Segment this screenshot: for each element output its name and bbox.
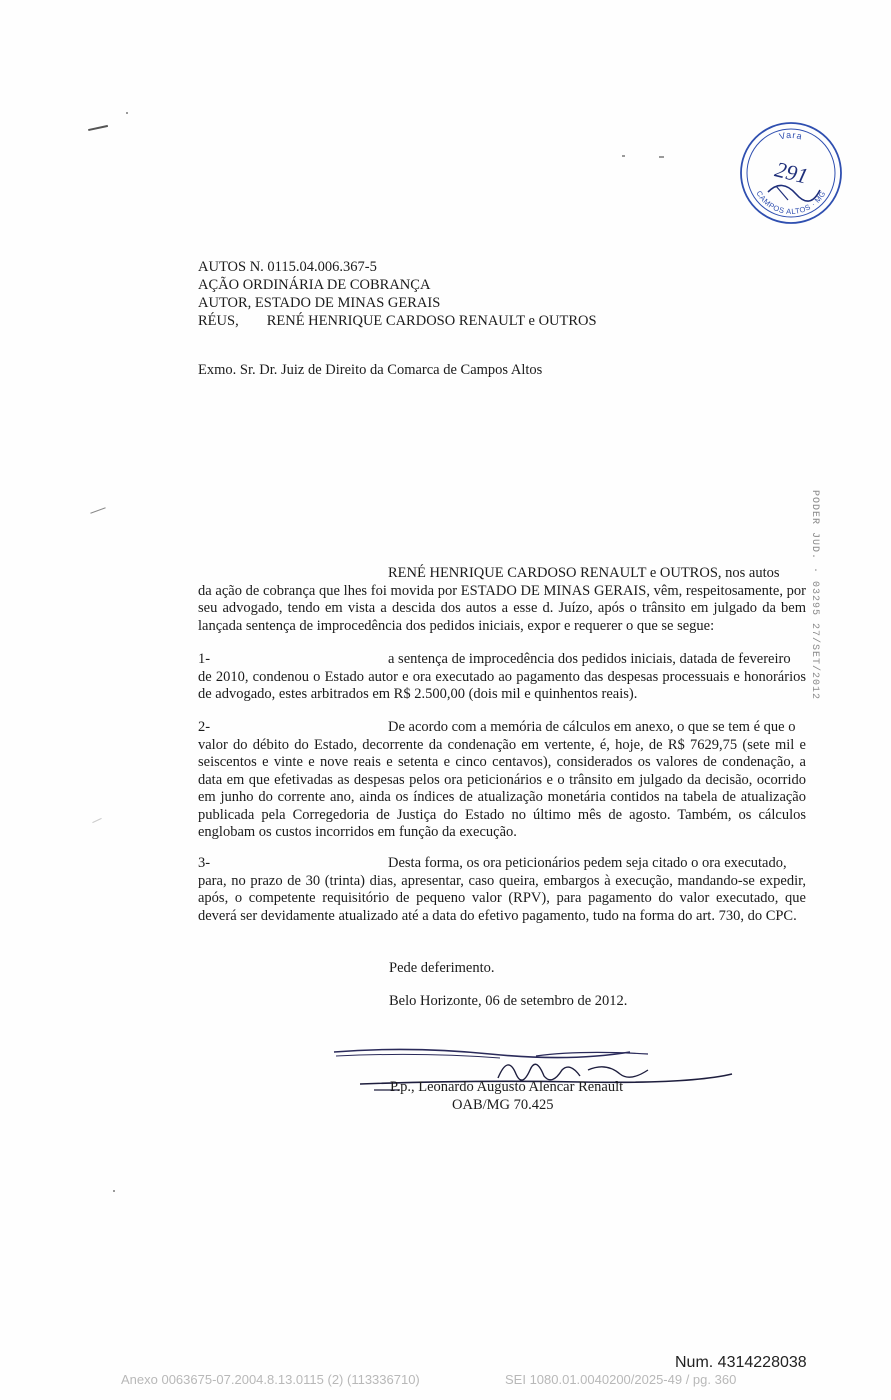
item-3-first-text: Desta forma, os ora peticionários pedem seja citado o ora executado, xyxy=(388,855,787,871)
stamp-text-bottom: CAMPOS ALTOS · MG xyxy=(754,189,828,217)
item-1-first-line xyxy=(198,651,806,669)
addressee: Exmo. Sr. Dr. Juiz de Direito da Comarca de Campos Altos xyxy=(198,362,543,378)
signatory-name: P.p., Leonardo Augusto Alencar Renault xyxy=(390,1079,624,1095)
item-2-body: valor do débito do Estado, decorrente da condenação em vertente, é, hoje, de R$ 7629,75 (sete mil e seiscentos e vinte e nove reais e setenta e cinco centavos), considerados os valores de condenação, a data em que efetivadas as despesas pelos ora peticionários e o trânsito em julgado da decisão, ocorrido em junho do corrente ano, ainda os índices de atualização monetária contidos na tabela de atualização publicada pela Corregedoria de Justiça do Estado no último mês de agosto. Também, os cálculos englobam os custos incorridos em função da execução. xyxy=(198,736,806,840)
item-3-body: para, no prazo de 30 (trinta) dias, apresentar, caso queira, embargos à execução, mandando-se expedir, após, o competente requisitório de pequeno valor (RPV), para pagamento do valor executado, que deverá ser devidamente atualizado até a data do efetivo pagamento, tudo na forma do art. 730, do CPC. xyxy=(198,872,806,924)
scan-mark xyxy=(92,818,101,823)
scan-mark xyxy=(90,507,105,513)
item-1-body: de 2010, condenou o Estado autor e ora executado ao pagamento das despesas processuais e honorários de advogado, estes arbitrados em R$ 2.500,00 (dois mil e quinhentos reais). xyxy=(198,668,806,702)
document-number: Num. 4314228038 xyxy=(675,1354,807,1371)
defendants xyxy=(198,312,597,330)
item-2-number: 2- xyxy=(198,719,211,735)
scan-mark xyxy=(88,125,108,131)
item-3-first-line xyxy=(198,855,806,873)
item-3-number: 3- xyxy=(198,855,211,871)
case-number: AUTOS N. 0115.04.006.367-5 xyxy=(198,259,377,275)
intro-body: da ação de cobrança que lhes foi movida por ESTADO DE MINAS GERAIS, vêm, respeitosamente, por seu advogado, tendo em vista a descida dos autos a esse d. Juízo, após o trânsito em julgado da bem lançada sentença de improcedência dos pedidos iniciais, expor e requerer o que se segue: xyxy=(198,582,806,634)
item-2-first-line xyxy=(198,719,806,737)
svg-text:CAMPOS ALTOS · MG xyxy=(754,189,827,216)
case-header xyxy=(198,258,597,330)
defendants-name: RENÉ HENRIQUE CARDOSO RENAULT e OUTROS xyxy=(266,313,597,329)
item-2-first-text: De acordo com a memória de cálculos em anexo, o que se tem é que o xyxy=(388,719,796,735)
stamp-text-top: Vara xyxy=(778,129,804,142)
item-1-first-text: a sentença de improcedência dos pedidos iniciais, datada de fevereiro xyxy=(388,651,791,667)
svg-text:Vara xyxy=(778,130,804,142)
item-3-paragraph xyxy=(198,855,806,925)
intro-first-line xyxy=(198,565,806,583)
plaintiff: AUTOR, ESTADO DE MINAS GERAIS xyxy=(198,295,441,311)
defendants-label: RÉUS, xyxy=(198,313,239,329)
signatory-oab: OAB/MG 70.425 xyxy=(452,1097,554,1113)
scan-mark xyxy=(622,155,625,157)
stamp-page-number: 291 xyxy=(772,156,811,189)
intro-paragraph xyxy=(198,565,806,635)
court-stamp xyxy=(738,120,844,226)
place-date: Belo Horizonte, 06 de setembro de 2012. xyxy=(389,993,628,1009)
scan-mark xyxy=(659,156,664,158)
item-1-paragraph xyxy=(198,651,806,704)
sei-reference: SEI 1080.01.0040200/2025-49 / pg. 360 xyxy=(505,1372,737,1387)
intro-first-text: RENÉ HENRIQUE CARDOSO RENAULT e OUTROS, nos autos xyxy=(388,565,780,581)
item-1-number: 1- xyxy=(198,651,211,667)
scan-mark xyxy=(113,1190,115,1192)
action-type: AÇÃO ORDINÁRIA DE COBRANÇA xyxy=(198,277,431,293)
annex-reference: Anexo 0063675-07.2004.8.13.0115 (2) (113336710) xyxy=(121,1372,420,1387)
scan-mark xyxy=(126,112,128,114)
side-stamp: PODER JUD. · 03295 27/SET/2012 xyxy=(809,490,820,701)
closing-request: Pede deferimento. xyxy=(389,960,495,976)
item-2-paragraph xyxy=(198,719,806,842)
